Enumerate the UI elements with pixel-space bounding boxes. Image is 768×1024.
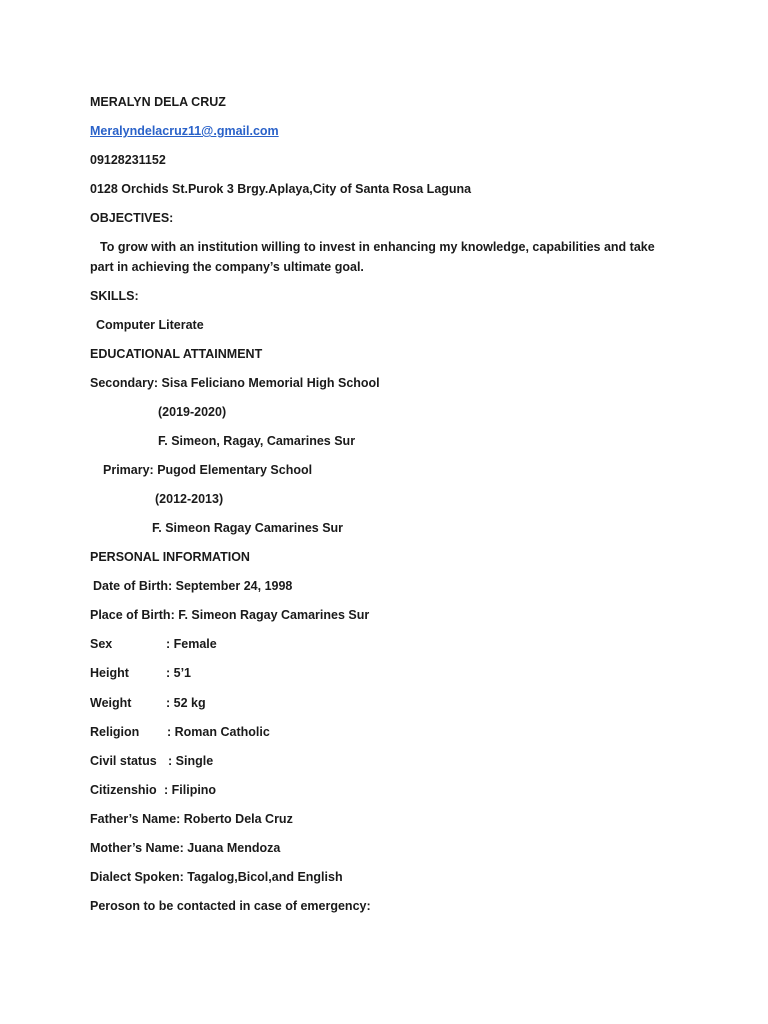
secondary-location: F. Simeon, Ragay, Camarines Sur [158,434,356,448]
civil-status-row [90,753,213,769]
education-heading: EDUCATIONAL ATTAINMENT [90,347,263,361]
place-of-birth: Place of Birth: F. Simeon Ragay Camarines Sur [90,608,370,622]
citizenship-label: Citizenshio [90,783,157,797]
sex-value: : Female [166,637,217,651]
address: 0128 Orchids St.Purok 3 Brgy.Aplaya,City of Santa Rosa Laguna [90,182,472,196]
dialect-spoken: Dialect Spoken: Tagalog,Bicol,and English [90,870,343,884]
primary-school: Primary: Pugod Elementary School [103,463,313,477]
weight-value: : 52 kg [166,696,206,710]
skill-item: Computer Literate [96,318,204,332]
personal-heading: PERSONAL INFORMATION [90,550,250,564]
skills-heading: SKILLS: [90,289,139,303]
applicant-name: MERALYN DELA CRUZ [90,95,226,109]
religion-value: : Roman Catholic [167,725,270,739]
sex-label: Sex [90,637,113,651]
mothers-name: Mother’s Name: Juana Mendoza [90,841,281,855]
citizenship-row [90,782,216,798]
religion-row [90,724,270,740]
civil-status-label: Civil status [90,754,157,768]
fathers-name: Father’s Name: Roberto Dela Cruz [90,812,293,826]
religion-label: Religion [90,725,140,739]
phone-number: 09128231152 [90,153,166,167]
height-label: Height [90,666,129,680]
secondary-school: Secondary: Sisa Feliciano Memorial High School [90,376,380,390]
height-row [90,665,191,681]
sex-row [90,636,217,652]
emergency-contact: Peroson to be contacted in case of emergency: [90,899,371,913]
email-link[interactable]: Meralyndelacruz11@.gmail.com [90,124,279,138]
civil-status-value: : Single [168,754,214,768]
objectives-text: To grow with an institution willing to invest in enhancing my knowledge, capabilities and take part in achieving the company’s ultimate goal. [90,240,655,274]
date-of-birth: Date of Birth: September 24, 1998 [93,579,293,593]
objectives-heading: OBJECTIVES: [90,211,174,225]
weight-row [90,695,206,711]
primary-location: F. Simeon Ragay Camarines Sur [152,521,344,535]
citizenship-value: : Filipino [164,783,217,797]
secondary-years: (2019-2020) [158,405,227,419]
primary-years: (2012-2013) [155,492,224,506]
weight-label: Weight [90,696,132,710]
height-value: : 5’1 [166,666,192,680]
